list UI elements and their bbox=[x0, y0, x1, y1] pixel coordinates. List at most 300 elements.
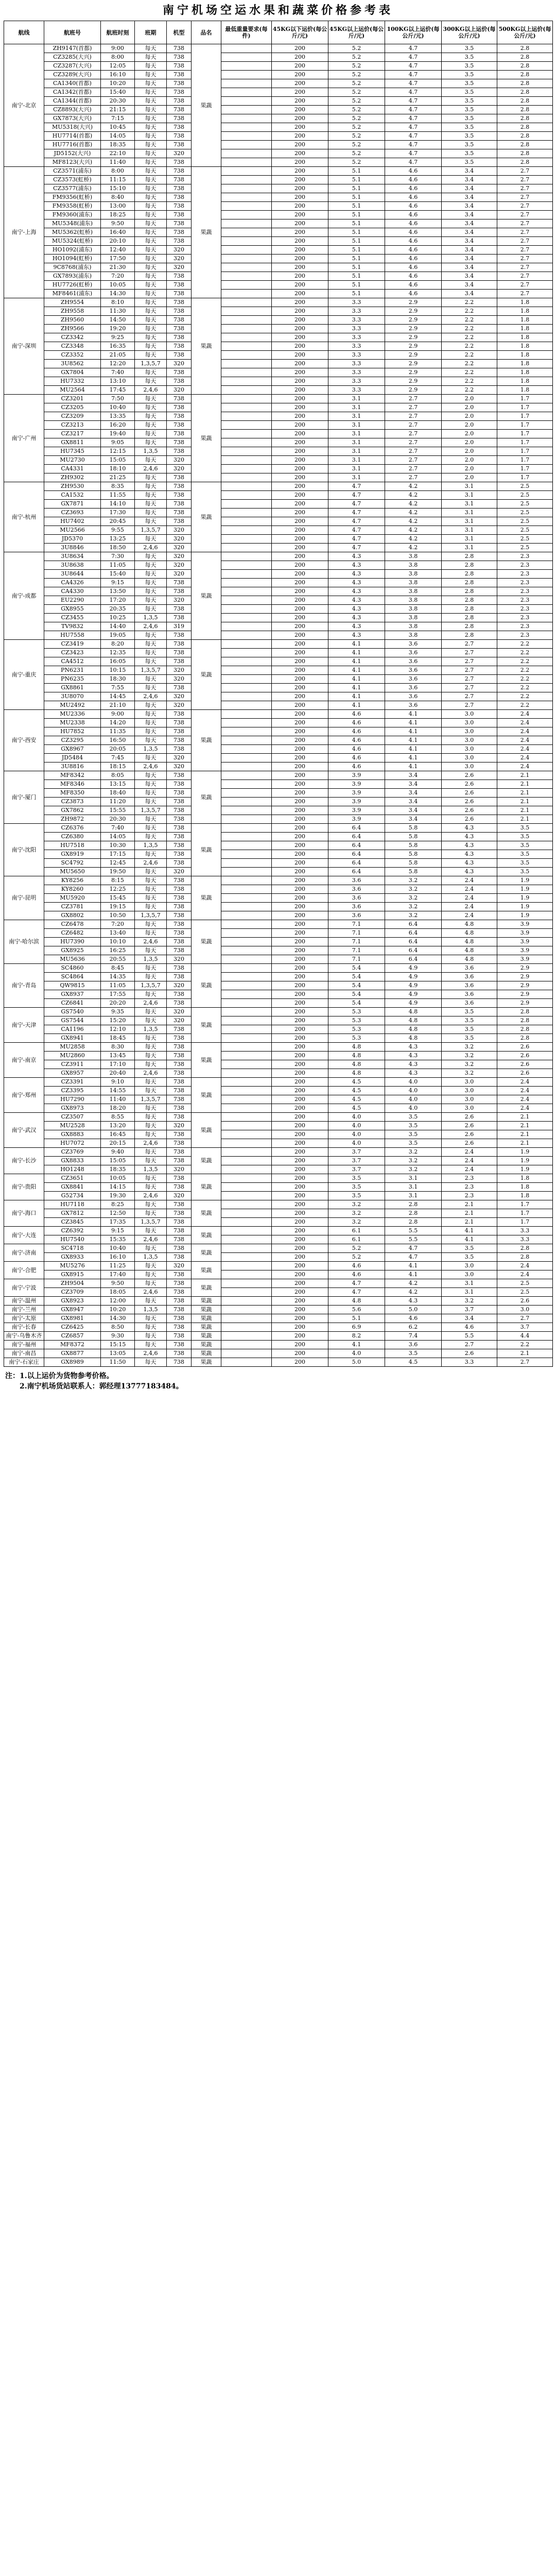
cell: CZ3873 bbox=[44, 798, 101, 806]
cell: 16:10 bbox=[101, 1253, 135, 1262]
cell: CZ3419 bbox=[44, 640, 101, 649]
cell: 3.5 bbox=[442, 114, 497, 123]
table-row bbox=[4, 202, 553, 211]
cell: 200 bbox=[272, 1279, 328, 1288]
cell bbox=[221, 1157, 272, 1165]
cell: 每天 bbox=[135, 876, 167, 885]
cell: 2.8 bbox=[497, 1025, 553, 1034]
cell: 4.6 bbox=[328, 754, 385, 762]
cell: GX8802 bbox=[44, 911, 101, 920]
cell: 4.7 bbox=[328, 544, 385, 552]
cell: 2.7 bbox=[442, 640, 497, 649]
cell: ZH9872 bbox=[44, 815, 101, 824]
cell: 200 bbox=[272, 403, 328, 412]
cell: 4.6 bbox=[385, 272, 442, 281]
cell: 738 bbox=[167, 903, 192, 911]
cell: 2.8 bbox=[385, 1209, 442, 1218]
cell: 738 bbox=[167, 920, 192, 929]
cell: 200 bbox=[272, 692, 328, 701]
table-row bbox=[4, 1262, 553, 1270]
cell: 738 bbox=[167, 1069, 192, 1078]
cell: 1,3,5 bbox=[135, 1025, 167, 1034]
cell: 3U8816 bbox=[44, 762, 101, 771]
cell: 1.9 bbox=[497, 876, 553, 885]
table-row bbox=[4, 1025, 553, 1034]
cell: 738 bbox=[167, 281, 192, 290]
cell: 4.6 bbox=[385, 211, 442, 219]
table-row bbox=[4, 491, 553, 500]
cell: 5.1 bbox=[328, 272, 385, 281]
cell: GX8919 bbox=[44, 850, 101, 859]
cell: 2.7 bbox=[497, 1314, 553, 1323]
cell: 200 bbox=[272, 184, 328, 193]
cell: 3.6 bbox=[442, 990, 497, 999]
cell: 5.2 bbox=[328, 149, 385, 158]
cell: 738 bbox=[167, 771, 192, 780]
cell: 每天 bbox=[135, 193, 167, 202]
cell: 4.6 bbox=[385, 263, 442, 272]
cell: 每天 bbox=[135, 211, 167, 219]
cell: 3.5 bbox=[328, 1183, 385, 1192]
cell: 2.4 bbox=[497, 745, 553, 754]
cell: 738 bbox=[167, 1306, 192, 1314]
cell: 738 bbox=[167, 219, 192, 228]
cell: 2.1 bbox=[497, 780, 553, 789]
cell: GX7804 bbox=[44, 368, 101, 377]
cell: 200 bbox=[272, 561, 328, 570]
cell: 7.4 bbox=[385, 1332, 442, 1341]
cell: 3U8638 bbox=[44, 561, 101, 570]
table-row bbox=[4, 1288, 553, 1297]
cell: 3.5 bbox=[385, 1349, 442, 1358]
table-row bbox=[4, 1200, 553, 1209]
table-row bbox=[4, 1297, 553, 1306]
cell: 200 bbox=[272, 1349, 328, 1358]
cell: 738 bbox=[167, 1139, 192, 1148]
cell: 738 bbox=[167, 605, 192, 614]
cell: 2,4,6 bbox=[135, 544, 167, 552]
cell: 16:45 bbox=[101, 1130, 135, 1139]
cell: 2.2 bbox=[497, 657, 553, 666]
cell: 3.9 bbox=[497, 946, 553, 955]
cell: 200 bbox=[272, 771, 328, 780]
cell: 每天 bbox=[135, 973, 167, 981]
cell: 4.0 bbox=[385, 1078, 442, 1087]
cell: 14:20 bbox=[101, 719, 135, 727]
cell: 11:55 bbox=[101, 491, 135, 500]
cell: 18:25 bbox=[101, 211, 135, 219]
table-row bbox=[4, 132, 553, 141]
cell: CZ3709 bbox=[44, 1288, 101, 1297]
cell: 3.3 bbox=[328, 316, 385, 325]
cell bbox=[221, 964, 272, 973]
table-row bbox=[4, 263, 553, 272]
cell: 2.8 bbox=[442, 622, 497, 631]
cell: 738 bbox=[167, 1043, 192, 1052]
cell: 200 bbox=[272, 631, 328, 640]
cell bbox=[221, 561, 272, 570]
cell: 1,3,5 bbox=[135, 745, 167, 754]
cell: 200 bbox=[272, 552, 328, 561]
table-row bbox=[4, 1069, 553, 1078]
cell: 2.7 bbox=[442, 1341, 497, 1349]
table-row bbox=[4, 1192, 553, 1200]
cell: 2.9 bbox=[385, 307, 442, 316]
cell: 3.4 bbox=[442, 237, 497, 246]
cell: 16:20 bbox=[101, 421, 135, 430]
cell bbox=[221, 1148, 272, 1157]
cell: 200 bbox=[272, 132, 328, 141]
cell bbox=[221, 403, 272, 412]
cell: 738 bbox=[167, 158, 192, 167]
cell: 2.0 bbox=[442, 403, 497, 412]
cell: 12:35 bbox=[101, 649, 135, 657]
cell: 11:05 bbox=[101, 561, 135, 570]
cell: 5.2 bbox=[328, 79, 385, 88]
cell: 738 bbox=[167, 1183, 192, 1192]
cell: 738 bbox=[167, 1087, 192, 1095]
cell: 200 bbox=[272, 1008, 328, 1016]
cell: 200 bbox=[272, 368, 328, 377]
cell bbox=[221, 1183, 272, 1192]
route-cell: 南宁-广州 bbox=[4, 395, 44, 482]
cell: 200 bbox=[272, 666, 328, 675]
cell: 3.1 bbox=[328, 412, 385, 421]
cell: 320 bbox=[167, 255, 192, 263]
cell: 3.3 bbox=[328, 325, 385, 333]
cell: 2.7 bbox=[442, 657, 497, 666]
cell: 200 bbox=[272, 1270, 328, 1279]
cell: 2.0 bbox=[442, 395, 497, 403]
table-row bbox=[4, 1060, 553, 1069]
cell: 11:15 bbox=[101, 176, 135, 184]
cell bbox=[221, 535, 272, 544]
cell: 3.8 bbox=[385, 622, 442, 631]
cell: 9:15 bbox=[101, 579, 135, 587]
cell: 3.0 bbox=[442, 719, 497, 727]
cell: 3.8 bbox=[385, 614, 442, 622]
cell: 每天 bbox=[135, 868, 167, 876]
table-row bbox=[4, 754, 553, 762]
cell: 200 bbox=[272, 526, 328, 535]
cell: 15:40 bbox=[101, 570, 135, 579]
cell: 3.5 bbox=[442, 1025, 497, 1034]
cell: SC4864 bbox=[44, 973, 101, 981]
cell: 4.2 bbox=[385, 1288, 442, 1297]
cell: 2.8 bbox=[497, 132, 553, 141]
cell: 5.8 bbox=[385, 868, 442, 876]
table-row bbox=[4, 412, 553, 421]
cell: 2.8 bbox=[497, 53, 553, 62]
table-row bbox=[4, 640, 553, 649]
cell: 738 bbox=[167, 123, 192, 132]
cell: 11:40 bbox=[101, 158, 135, 167]
cell: 4.1 bbox=[328, 692, 385, 701]
cell bbox=[221, 981, 272, 990]
cell: 320 bbox=[167, 1262, 192, 1270]
table-row bbox=[4, 1270, 553, 1279]
cell: 5.2 bbox=[328, 106, 385, 114]
cell: HU7402 bbox=[44, 517, 101, 526]
header-row bbox=[4, 21, 553, 44]
cell: 4.9 bbox=[385, 964, 442, 973]
cell: 每天 bbox=[135, 719, 167, 727]
cell: 14:05 bbox=[101, 833, 135, 841]
cell: 4.2 bbox=[385, 544, 442, 552]
cell: 2.8 bbox=[385, 1200, 442, 1209]
cell: 20:30 bbox=[101, 97, 135, 106]
cell: 200 bbox=[272, 290, 328, 298]
cell: MU5318(大兴) bbox=[44, 123, 101, 132]
table-row bbox=[4, 193, 553, 202]
cell: ZH9566 bbox=[44, 325, 101, 333]
cell: 200 bbox=[272, 421, 328, 430]
cell: HU7332 bbox=[44, 377, 101, 386]
cell: CZ3693 bbox=[44, 509, 101, 517]
table-row bbox=[4, 1104, 553, 1113]
table-row bbox=[4, 964, 553, 973]
cell: 200 bbox=[272, 841, 328, 850]
cell: 每天 bbox=[135, 727, 167, 736]
cell: 14:10 bbox=[101, 500, 135, 509]
cell: 每天 bbox=[135, 570, 167, 579]
cell: ZH9558 bbox=[44, 307, 101, 316]
cell: 8:35 bbox=[101, 482, 135, 491]
cell: 200 bbox=[272, 684, 328, 692]
cell: 15:20 bbox=[101, 1016, 135, 1025]
cell: 320 bbox=[167, 544, 192, 552]
table-row bbox=[4, 97, 553, 106]
cell: 每天 bbox=[135, 1008, 167, 1016]
cell: 2.7 bbox=[442, 675, 497, 684]
category-cell: 果蔬 bbox=[192, 552, 221, 640]
cell bbox=[221, 88, 272, 97]
cell: 5.2 bbox=[328, 114, 385, 123]
cell: GX8925 bbox=[44, 946, 101, 955]
table-row bbox=[4, 237, 553, 246]
cell: 4.6 bbox=[328, 1262, 385, 1270]
cell bbox=[221, 911, 272, 920]
cell: 每天 bbox=[135, 561, 167, 570]
cell: 320 bbox=[167, 955, 192, 964]
cell: 每天 bbox=[135, 114, 167, 123]
cell: 4.7 bbox=[328, 1288, 385, 1297]
cell bbox=[221, 710, 272, 719]
table-row bbox=[4, 833, 553, 841]
cell: 3.4 bbox=[442, 167, 497, 176]
cell: 4.1 bbox=[328, 649, 385, 657]
cell bbox=[221, 692, 272, 701]
cell bbox=[221, 938, 272, 946]
cell: 每天 bbox=[135, 184, 167, 193]
cell: 200 bbox=[272, 1341, 328, 1349]
cell: 6.4 bbox=[385, 946, 442, 955]
cell: 3.5 bbox=[442, 97, 497, 106]
cell: 738 bbox=[167, 815, 192, 824]
table-row bbox=[4, 281, 553, 290]
cell: 200 bbox=[272, 973, 328, 981]
cell: 2.9 bbox=[497, 990, 553, 999]
cell: 200 bbox=[272, 990, 328, 999]
cell: 18:05 bbox=[101, 1288, 135, 1297]
cell: 每天 bbox=[135, 263, 167, 272]
table-row bbox=[4, 368, 553, 377]
cell: 5.2 bbox=[328, 1253, 385, 1262]
cell: 2.4 bbox=[497, 1270, 553, 1279]
cell: 1.8 bbox=[497, 386, 553, 395]
cell: 200 bbox=[272, 999, 328, 1008]
cell: 2.9 bbox=[497, 981, 553, 990]
cell: 200 bbox=[272, 202, 328, 211]
cell: 7.1 bbox=[328, 955, 385, 964]
cell: 7:20 bbox=[101, 272, 135, 281]
cell: 2.6 bbox=[442, 815, 497, 824]
table-row bbox=[4, 579, 553, 587]
cell: 200 bbox=[272, 605, 328, 614]
cell: 每天 bbox=[135, 106, 167, 114]
cell: 5.2 bbox=[328, 132, 385, 141]
cell: 738 bbox=[167, 587, 192, 596]
cell: 每天 bbox=[135, 517, 167, 526]
cell: 1.9 bbox=[497, 1165, 553, 1174]
cell: 18:30 bbox=[101, 675, 135, 684]
cell: 每天 bbox=[135, 456, 167, 465]
cell: 4.1 bbox=[385, 745, 442, 754]
cell: 738 bbox=[167, 316, 192, 325]
cell: GX8883 bbox=[44, 1130, 101, 1139]
cell: 3.6 bbox=[328, 903, 385, 911]
cell: 17:10 bbox=[101, 1060, 135, 1069]
col-goods: 品名 bbox=[192, 21, 221, 44]
cell: 每天 bbox=[135, 272, 167, 281]
cell: 每天 bbox=[135, 1183, 167, 1192]
cell: 3.2 bbox=[442, 1297, 497, 1306]
cell: 738 bbox=[167, 631, 192, 640]
cell: MU2564 bbox=[44, 386, 101, 395]
cell: GX7873(大兴) bbox=[44, 114, 101, 123]
cell: 3.5 bbox=[442, 1016, 497, 1025]
cell: 3U8070 bbox=[44, 692, 101, 701]
cell: 每天 bbox=[135, 491, 167, 500]
table-row bbox=[4, 1113, 553, 1122]
cell: 2,4,6 bbox=[135, 1235, 167, 1244]
table-row bbox=[4, 482, 553, 491]
table-row bbox=[4, 1130, 553, 1139]
cell bbox=[221, 1052, 272, 1060]
cell: 3.4 bbox=[442, 202, 497, 211]
cell: 200 bbox=[272, 246, 328, 255]
table-row bbox=[4, 868, 553, 876]
cell: 18:45 bbox=[101, 1034, 135, 1043]
cell: 每天 bbox=[135, 1200, 167, 1209]
cell: 200 bbox=[272, 1087, 328, 1095]
cell: 3.5 bbox=[442, 123, 497, 132]
cell: 738 bbox=[167, 806, 192, 815]
cell: 200 bbox=[272, 587, 328, 596]
cell: GX8941 bbox=[44, 1034, 101, 1043]
cell: 9:25 bbox=[101, 333, 135, 342]
cell: CA4326 bbox=[44, 579, 101, 587]
cell: 3.2 bbox=[385, 1157, 442, 1165]
cell: 4.6 bbox=[385, 202, 442, 211]
cell: 6.9 bbox=[328, 1323, 385, 1332]
cell: 1,3,5,7 bbox=[135, 911, 167, 920]
cell: 200 bbox=[272, 762, 328, 771]
cell: 5.2 bbox=[328, 1244, 385, 1253]
cell: 4.2 bbox=[385, 517, 442, 526]
col-flight: 航班号 bbox=[44, 21, 101, 44]
cell bbox=[221, 754, 272, 762]
cell: 3.7 bbox=[328, 1165, 385, 1174]
cell: 4.2 bbox=[385, 1279, 442, 1288]
route-cell: 南宁-武汉 bbox=[4, 1113, 44, 1148]
notes bbox=[5, 1371, 556, 1392]
table-row bbox=[4, 106, 553, 114]
cell: 5.0 bbox=[385, 1306, 442, 1314]
cell: 20:45 bbox=[101, 517, 135, 526]
cell: GX8989 bbox=[44, 1358, 101, 1367]
cell bbox=[221, 701, 272, 710]
cell bbox=[221, 684, 272, 692]
cell: 每天 bbox=[135, 219, 167, 228]
cell: 2,4,6 bbox=[135, 692, 167, 701]
cell: 5.3 bbox=[328, 1008, 385, 1016]
table-row bbox=[4, 290, 553, 298]
cell bbox=[221, 614, 272, 622]
cell: 11:25 bbox=[101, 1262, 135, 1270]
cell: 3.1 bbox=[328, 447, 385, 456]
cell: 4.0 bbox=[328, 1122, 385, 1130]
cell: 2.7 bbox=[442, 692, 497, 701]
cell: 每天 bbox=[135, 596, 167, 605]
cell: MU2338 bbox=[44, 719, 101, 727]
cell: 每天 bbox=[135, 88, 167, 97]
cell: 738 bbox=[167, 850, 192, 859]
cell: 3.5 bbox=[497, 859, 553, 868]
cell: 3.4 bbox=[385, 798, 442, 806]
cell: 2.8 bbox=[497, 149, 553, 158]
cell: 200 bbox=[272, 351, 328, 360]
table-row bbox=[4, 1349, 553, 1358]
cell: 2,4,6 bbox=[135, 859, 167, 868]
cell: 4.7 bbox=[385, 114, 442, 123]
cell: GX8877 bbox=[44, 1349, 101, 1358]
table-row bbox=[4, 1139, 553, 1148]
cell: 3.9 bbox=[497, 955, 553, 964]
cell: 3.1 bbox=[442, 1288, 497, 1297]
cell: 2.8 bbox=[497, 114, 553, 123]
cell: 13:35 bbox=[101, 412, 135, 421]
cell: GX8915 bbox=[44, 1270, 101, 1279]
cell: 738 bbox=[167, 106, 192, 114]
cell: 200 bbox=[272, 53, 328, 62]
cell: 738 bbox=[167, 88, 192, 97]
cell: 每天 bbox=[135, 325, 167, 333]
cell: SC4718 bbox=[44, 1244, 101, 1253]
route-cell: 南宁-温州 bbox=[4, 1297, 44, 1306]
cell: 每天 bbox=[135, 167, 167, 176]
cell: HO1092(浦东) bbox=[44, 246, 101, 255]
cell bbox=[221, 509, 272, 517]
cell bbox=[221, 368, 272, 377]
cell: 13:10 bbox=[101, 377, 135, 386]
cell: 3.1 bbox=[442, 526, 497, 535]
cell: 3.5 bbox=[328, 1174, 385, 1183]
cell: 738 bbox=[167, 1060, 192, 1069]
route-cell: 南宁-乌鲁木齐 bbox=[4, 1332, 44, 1341]
cell: 738 bbox=[167, 1227, 192, 1235]
cell: 4.7 bbox=[385, 141, 442, 149]
